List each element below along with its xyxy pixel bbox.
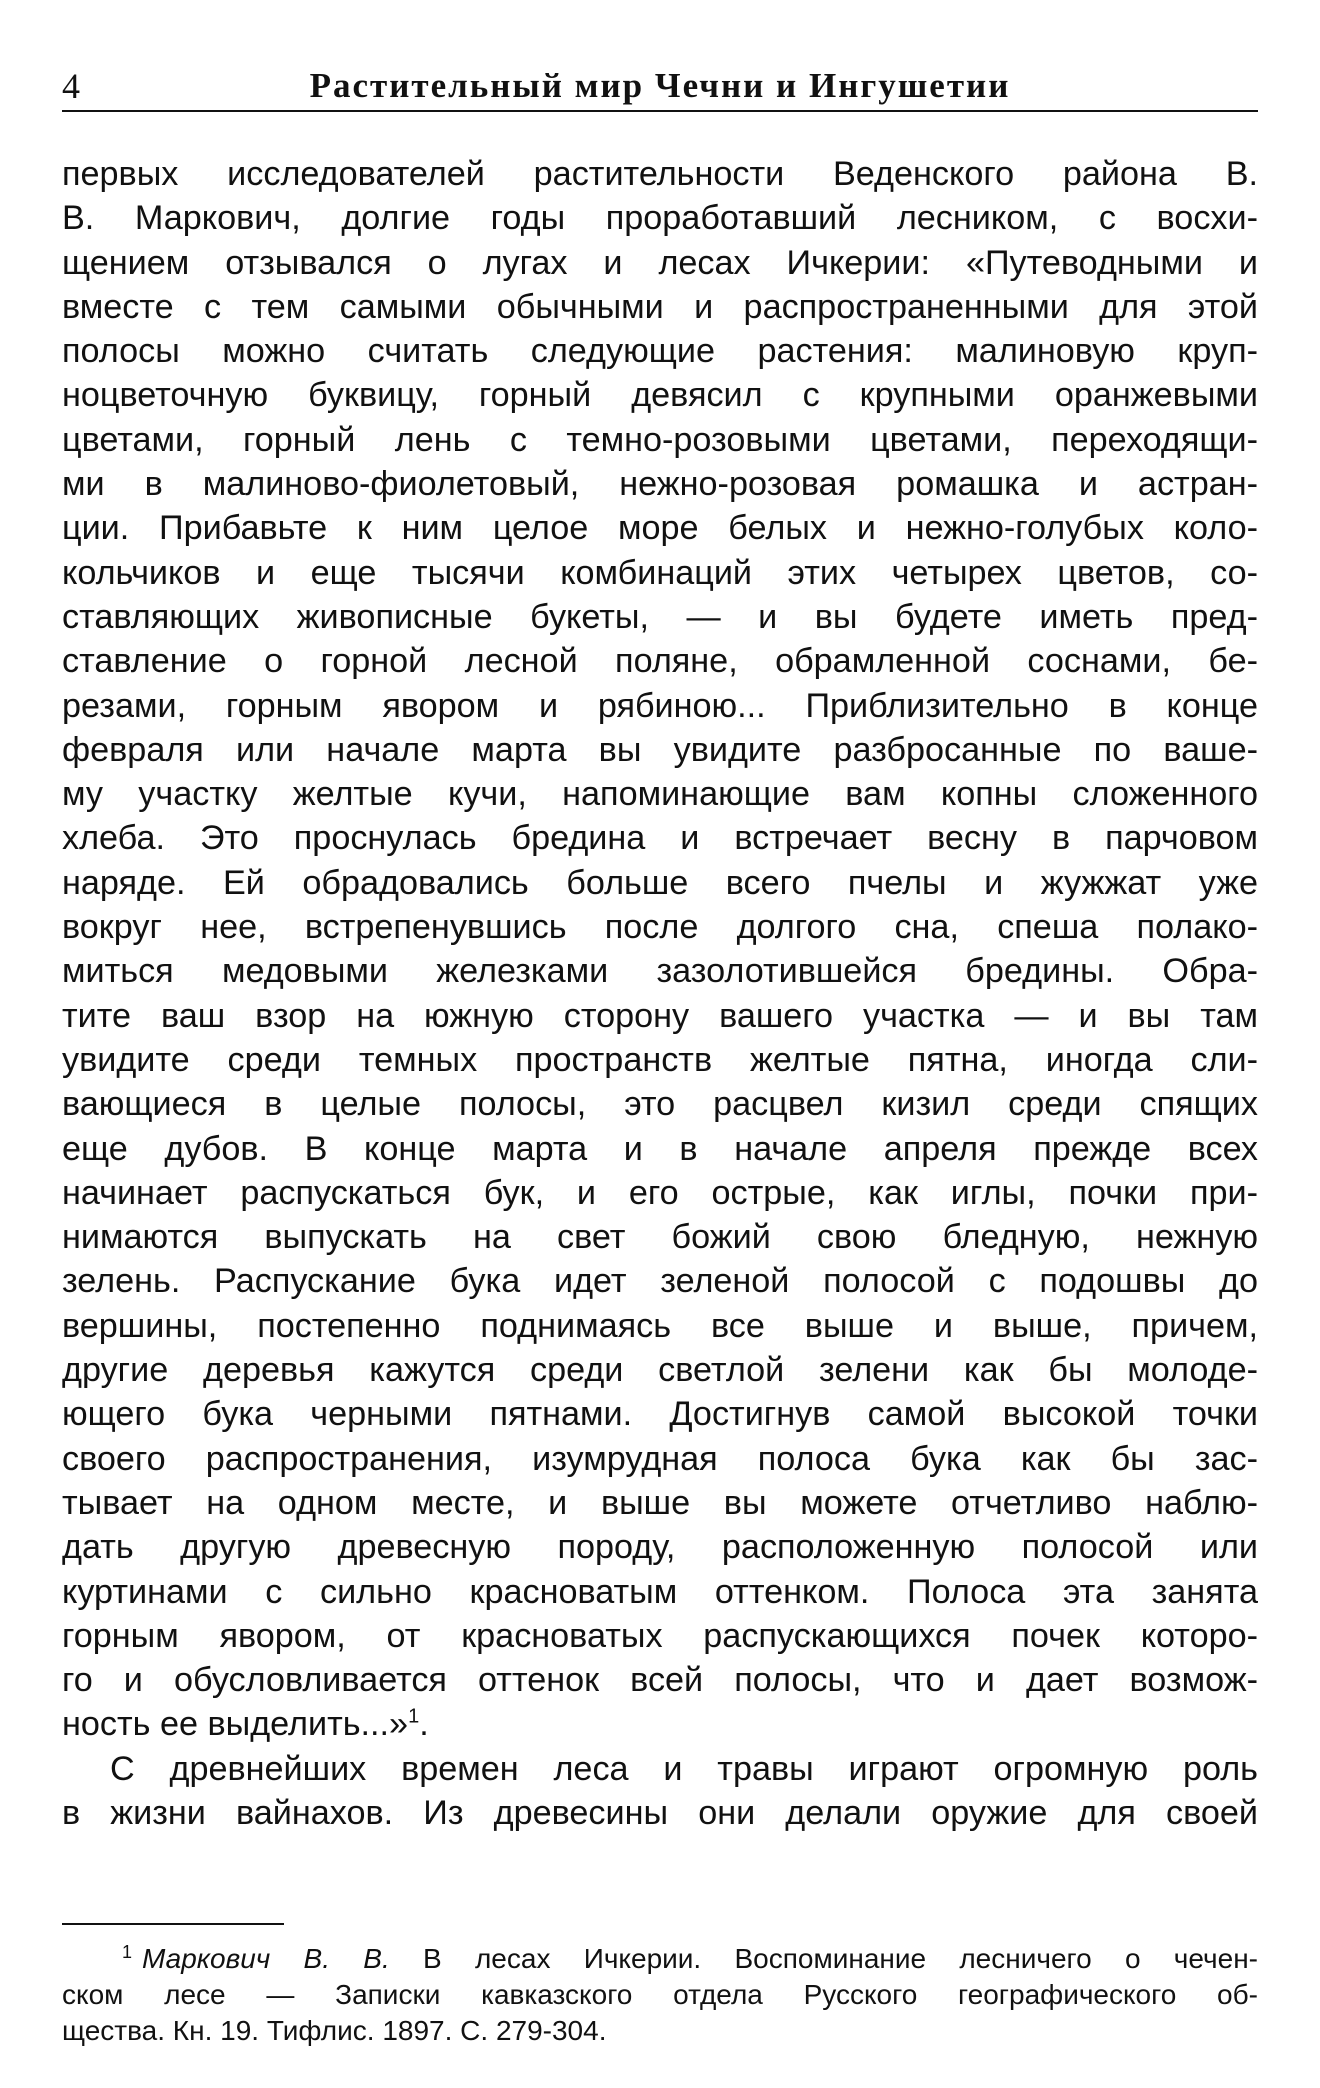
body-line: увидите среди темных пространств желтые пятна, иногда сли-	[62, 1040, 1258, 1079]
body-line: вместе с тем самыми обычными и распространенными для этой	[62, 287, 1258, 326]
paragraph-first-line: С древнейших времен леса и травы играют огромную роль	[110, 1749, 1258, 1788]
body-line: ставление о горной лесной поляне, обрамленной соснами, бе-	[62, 642, 1258, 681]
body-line: еще дубов. В конце марта и в начале апреля прежде всех	[62, 1129, 1258, 1168]
body-line: ми в малиново-фиолетовый, нежно-розовая ромашка и астран-	[62, 465, 1258, 504]
body-line: тывает на одном месте, и выше вы можете отчетливо наблю-	[62, 1483, 1258, 1522]
footnote-divider	[62, 1923, 284, 1925]
body-line: нимаются выпускать на свет божий свою бледную, нежную	[62, 1218, 1258, 1257]
body-line: цветами, горный лень с темно-розовыми цветами, переходящи-	[62, 420, 1258, 459]
body-line: вершины, постепенно поднимаясь все выше и выше, причем,	[62, 1306, 1258, 1345]
page-number: 4	[62, 66, 80, 106]
body-line: ноцветочную буквицу, горный девясил с крупными оранжевыми	[62, 376, 1258, 415]
body-line: ющего бука черными пятнами. Достигнув самой высокой точки	[62, 1395, 1258, 1434]
footnote-author: Маркович В. В.	[142, 1943, 390, 1974]
footnote-line: ском лесе — Записки кавказского отдела Русского географического об-	[62, 1979, 1258, 2010]
body-line: В. Маркович, долгие годы проработавший лесником, с восхи-	[62, 199, 1258, 238]
footnote-line: щества. Кн. 19. Тифлис. 1897. С. 279-304.	[62, 2015, 607, 2046]
footnote-number: 1	[122, 1941, 133, 1962]
body-line: ции. Прибавьте к ним целое море белых и нежно-голубых коло-	[62, 509, 1258, 548]
body-line: другие деревья кажутся среди светлой зелени как бы молоде-	[62, 1351, 1258, 1390]
quote-end-punct: .	[419, 1705, 429, 1744]
quote-last-line	[62, 1702, 1258, 1746]
body-line: в жизни вайнахов. Из древесины они делали оружие для своей	[62, 1793, 1258, 1832]
body-line: февраля или начале марта вы увидите разбросанные по ваше-	[62, 730, 1258, 769]
body-line: куртинами с сильно красноватым оттенком. Полоса эта занята	[62, 1572, 1258, 1611]
body-line: полосы можно считать следующие растения: малиновую круп-	[62, 332, 1258, 371]
footnotes	[62, 1941, 1258, 2049]
body-line: начинает распускаться бук, и его острые, как иглы, почки при-	[62, 1173, 1258, 1212]
body-line: го и обусловливается оттенок всей полосы, что и дает возмож-	[62, 1661, 1258, 1700]
footnote-reference[interactable]: 1	[408, 1706, 420, 1728]
body-text	[62, 152, 1258, 1835]
body-line: му участку желтые кучи, напоминающие вам копны сложенного	[62, 775, 1258, 814]
footnote-line	[62, 1941, 1258, 1977]
body-line: кольчиков и еще тысячи комбинаций этих четырех цветов, со-	[62, 553, 1258, 592]
body-line: хлеба. Это проснулась бредина и встречает весну в парчовом	[62, 819, 1258, 858]
quote-end-text: ность ее выделить...»	[62, 1705, 409, 1744]
body-line: дать другую древесную породу, расположенную полосой или	[62, 1528, 1258, 1567]
body-line: наряде. Ей обрадовались больше всего пчелы и жужжат уже	[62, 863, 1258, 902]
body-line: миться медовыми железками зазолотившейся бредины. Обра-	[62, 952, 1258, 991]
body-line: горным явором, от красноватых распускающихся почек которо-	[62, 1616, 1258, 1655]
body-line: вающиеся в целые полосы, это расцвел кизил среди спящих	[62, 1085, 1258, 1124]
body-line: первых исследователей растительности Веденского района В.	[62, 155, 1258, 193]
body-line: зелень. Распускание бука идет зеленой полосой с подошвы до	[62, 1262, 1258, 1301]
body-line: ставляющих живописные букеты, — и вы будете иметь пред-	[62, 597, 1258, 636]
running-title: Растительный мир Чечни и Ингушетии	[309, 66, 1011, 105]
body-line: вокруг нее, встрепенувшись после долгого сна, спеша полако-	[62, 908, 1258, 947]
body-line: щением отзывался о лугах и лесах Ичкерии: «Путеводными и	[62, 243, 1258, 282]
page-header	[62, 66, 1258, 112]
body-line: своего распространения, изумрудная полоса бука как бы зас-	[62, 1439, 1258, 1478]
footnote-text: В лесах Ичкерии. Воспоминание лесничего о чечен-	[389, 1943, 1258, 1974]
body-line: резами, горным явором и рябиною... Приблизительно в конце	[62, 686, 1258, 725]
body-line: тите ваш взор на южную сторону вашего участка — и вы там	[62, 996, 1258, 1035]
